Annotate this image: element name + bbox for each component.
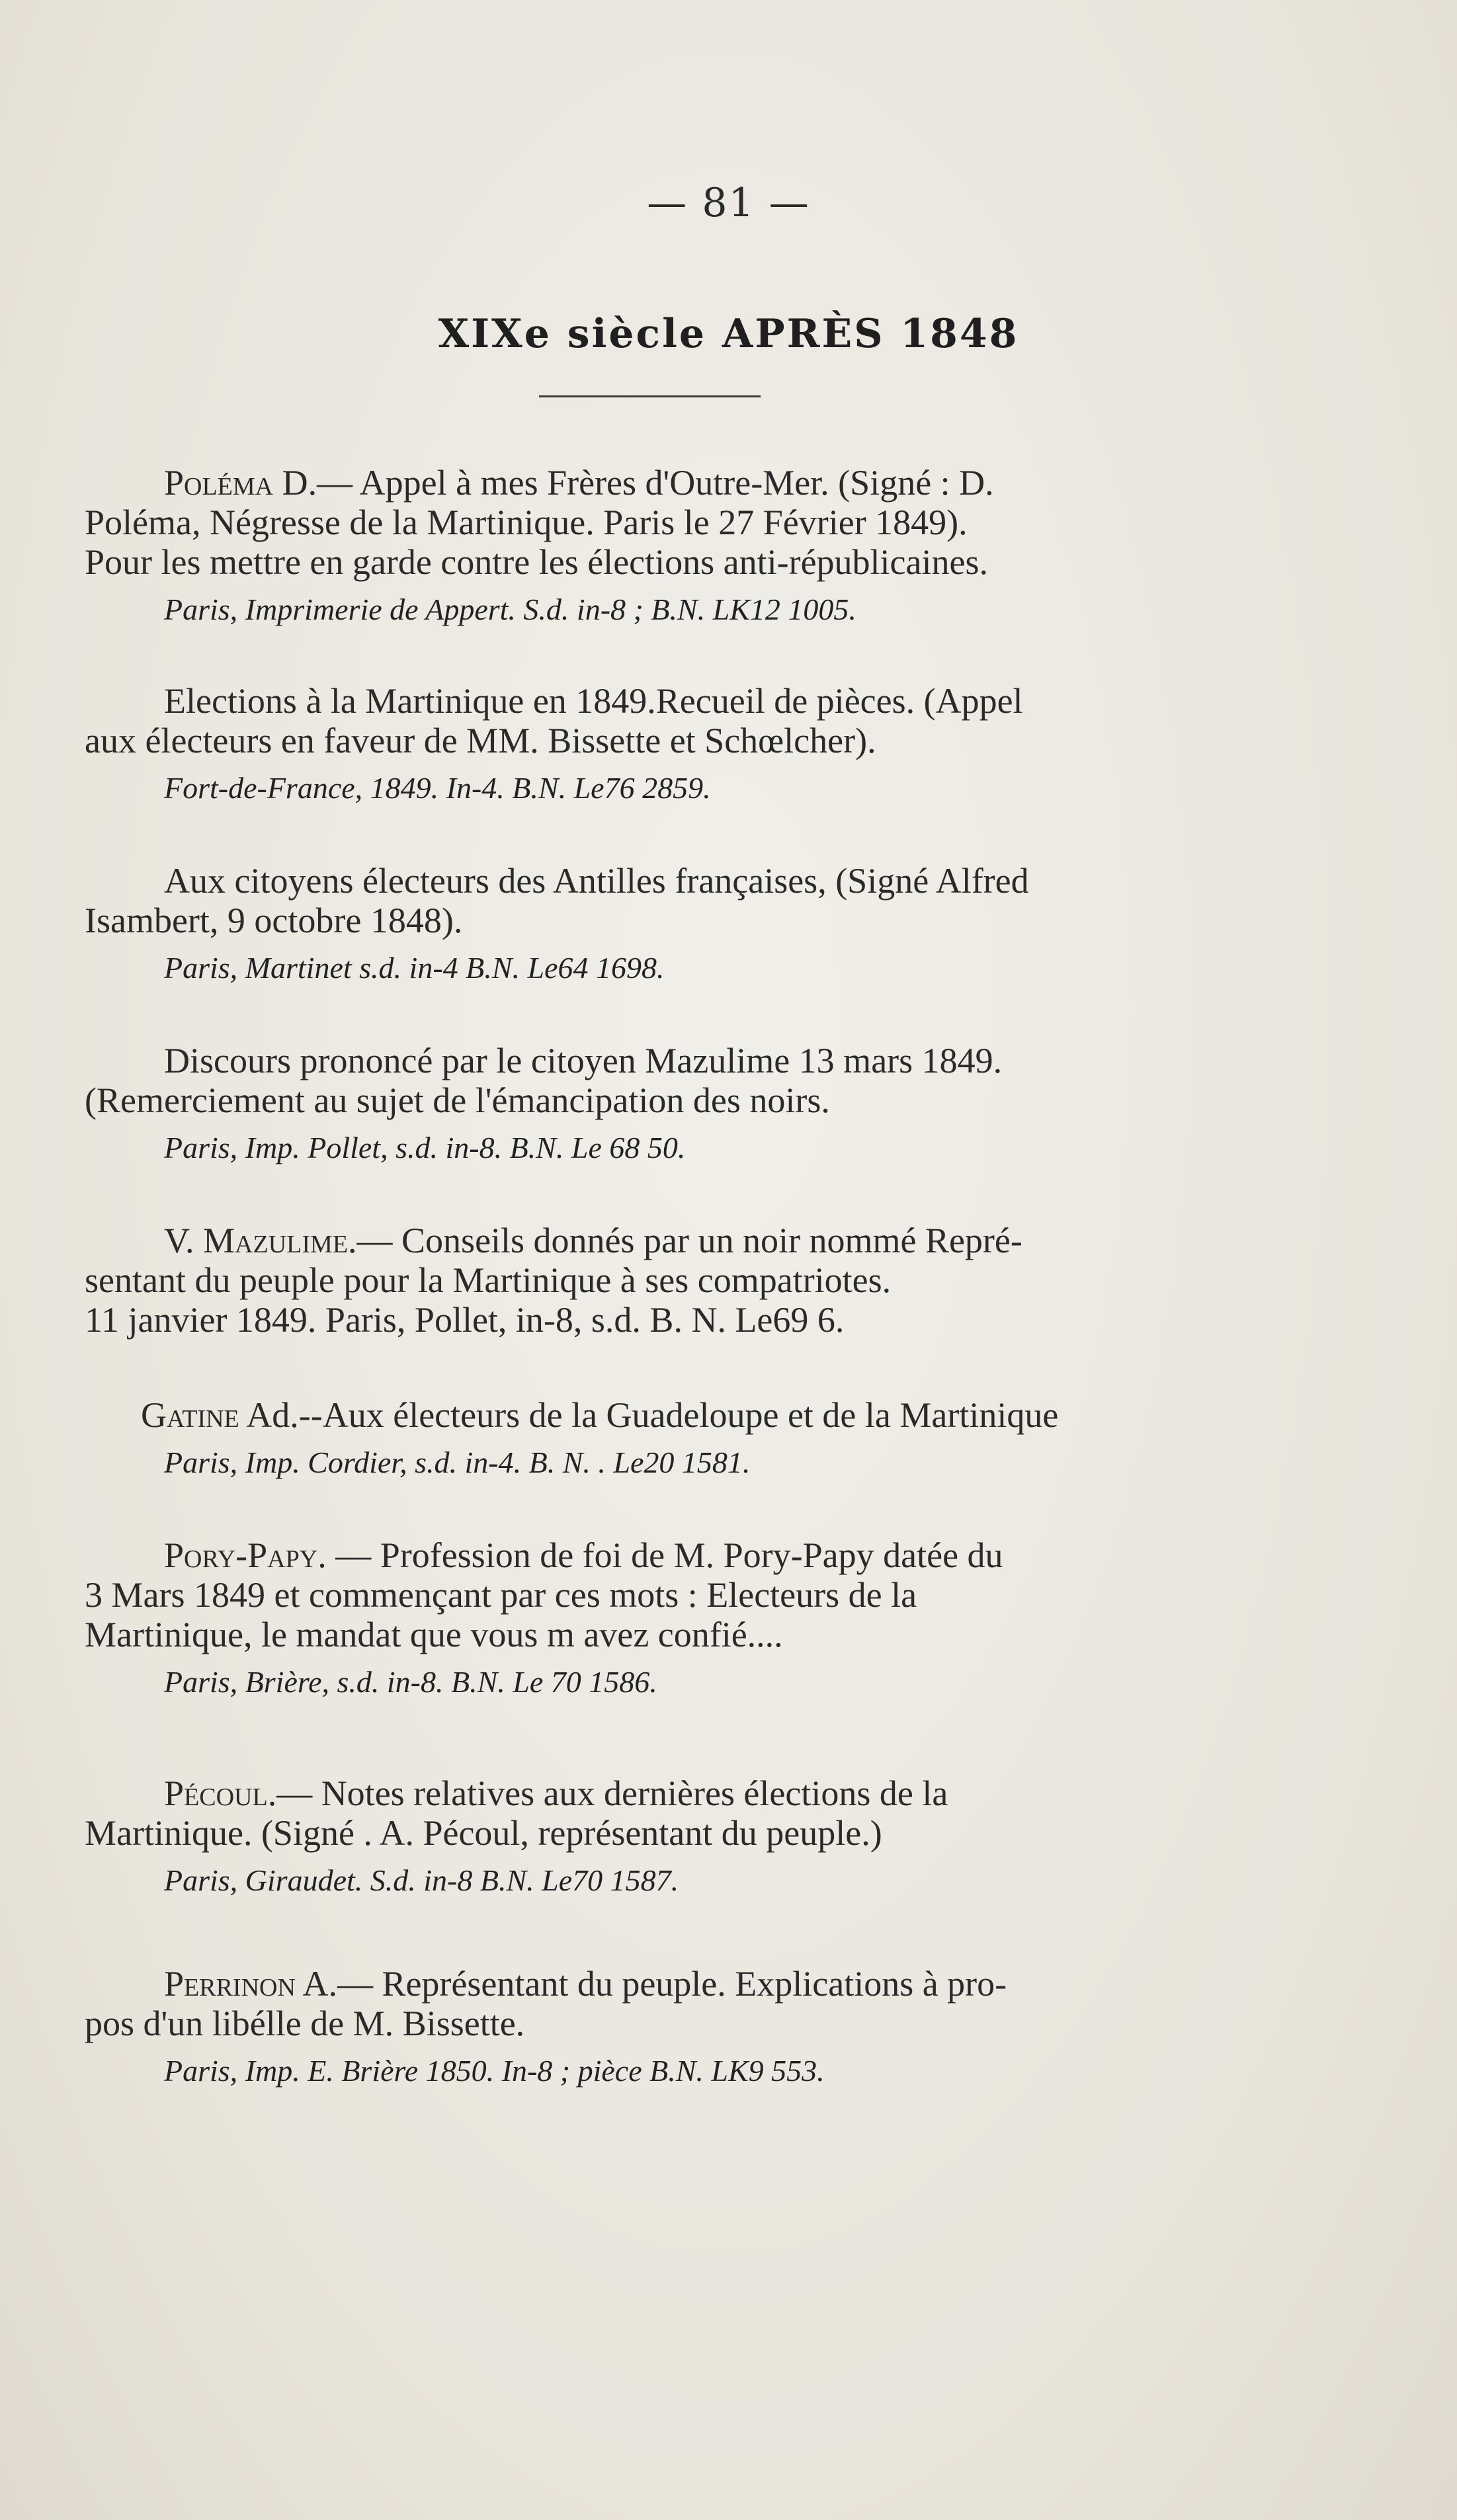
entry-line: pos d'un libélle de M. Bissette. [85, 2004, 525, 2043]
entry-author: Pory-Papy [164, 1535, 318, 1575]
entry-line: Pécoul.— Notes relatives aux dernières élections de la [164, 1773, 948, 1813]
entry-line: Isambert, 9 octobre 1848). [85, 901, 463, 940]
entry-line: V. Mazulime.— Conseils donnés par un noir nommé Repré- [164, 1221, 1022, 1260]
entry-author: Gatine [141, 1395, 239, 1435]
bibliography-entry-mazulime [85, 1221, 1235, 1340]
entry-author: Perrinon [164, 1964, 296, 2004]
bibliography-entry-pory-papy [85, 1535, 1235, 1702]
entry-line: Poléma D.— Appel à mes Frères d'Outre-Mer. (Signé : D. [164, 463, 994, 503]
title-divider [539, 395, 761, 397]
bibliography-entry-citoyens [85, 861, 1235, 988]
bibliography-entry-discours [85, 1041, 1235, 1168]
entry-line: Martinique. (Signé . A. Pécoul, représentant du peuple.) [85, 1813, 882, 1853]
entry-line: aux électeurs en faveur de MM. Bissette et Schœlcher). [85, 721, 876, 760]
entry-author: Pécoul [164, 1773, 268, 1813]
entry-line: Poléma, Négresse de la Martinique. Paris le 27 Février 1849). [85, 503, 968, 542]
entry-publication: Paris, Imp. Cordier, s.d. in-4. B. N. . Le20 1581. [164, 1445, 751, 1479]
bibliography-entry-elections [85, 681, 1235, 808]
entry-line: (Remerciement au sujet de l'émancipation des noirs. [85, 1080, 830, 1120]
entry-line: Martinique, le mandat que vous m avez confié.... [85, 1615, 783, 1654]
entry-line: Pour les mettre en garde contre les élections anti-républicaines. [85, 542, 988, 582]
entry-line: Pory-Papy. — Profession de foi de M. Pory-Papy datée du [164, 1535, 1003, 1575]
entry-publication: Paris, Martinet s.d. in-4 B.N. Le64 1698. [164, 951, 665, 985]
entry-publication: Paris, Imp. E. Brière 1850. In-8 ; pièce B.N. LK9 553. [164, 2054, 825, 2088]
bibliography-entry-polema [85, 463, 1235, 630]
section-title: XIXe siècle APRÈS 1848 [438, 311, 1019, 357]
entry-author: Poléma [164, 463, 274, 503]
entry-publication: Paris, Brière, s.d. in-8. B.N. Le 70 1586. [164, 1665, 657, 1699]
entry-publication: Paris, Giraudet. S.d. in-8 B.N. Le70 1587. [164, 1863, 679, 1897]
entry-publication: Fort-de-France, 1849. In-4. B.N. Le76 2859. [164, 771, 711, 805]
entry-prefix: V. [164, 1221, 194, 1260]
bibliography-entry-perrinon [85, 1964, 1235, 2091]
bibliography-entry-gatine [85, 1395, 1235, 1483]
bibliography-entry-pecoul [85, 1773, 1235, 1900]
entry-line: sentant du peuple pour la Martinique à ses compatriotes. [85, 1260, 892, 1300]
entry-publication: Paris, Imp. Pollet, s.d. in-8. B.N. Le 68 50. [164, 1131, 686, 1164]
entry-line: Elections à la Martinique en 1849.Recueil de pièces. (Appel [164, 681, 1023, 721]
entry-author: Mazulime [203, 1221, 349, 1260]
entry-line: Discours prononcé par le citoyen Mazulime 13 mars 1849. [164, 1041, 1003, 1080]
entry-line: 11 janvier 1849. Paris, Pollet, in-8, s.d. B. N. Le69 6. [85, 1300, 845, 1340]
entry-publication: Paris, Imprimerie de Appert. S.d. in-8 ; B.N. LK12 1005. [164, 592, 856, 626]
entry-line: Aux citoyens électeurs des Antilles françaises, (Signé Alfred [164, 861, 1029, 901]
entry-line: Perrinon A.— Représentant du peuple. Explications à pro- [164, 1964, 1007, 2004]
entry-line: 3 Mars 1849 et commençant par ces mots : Electeurs de la [85, 1575, 917, 1615]
entry-line: Gatine Ad.--Aux électeurs de la Guadeloupe et de la Martinique [141, 1395, 1059, 1435]
page-number: — 81 — [647, 180, 810, 226]
